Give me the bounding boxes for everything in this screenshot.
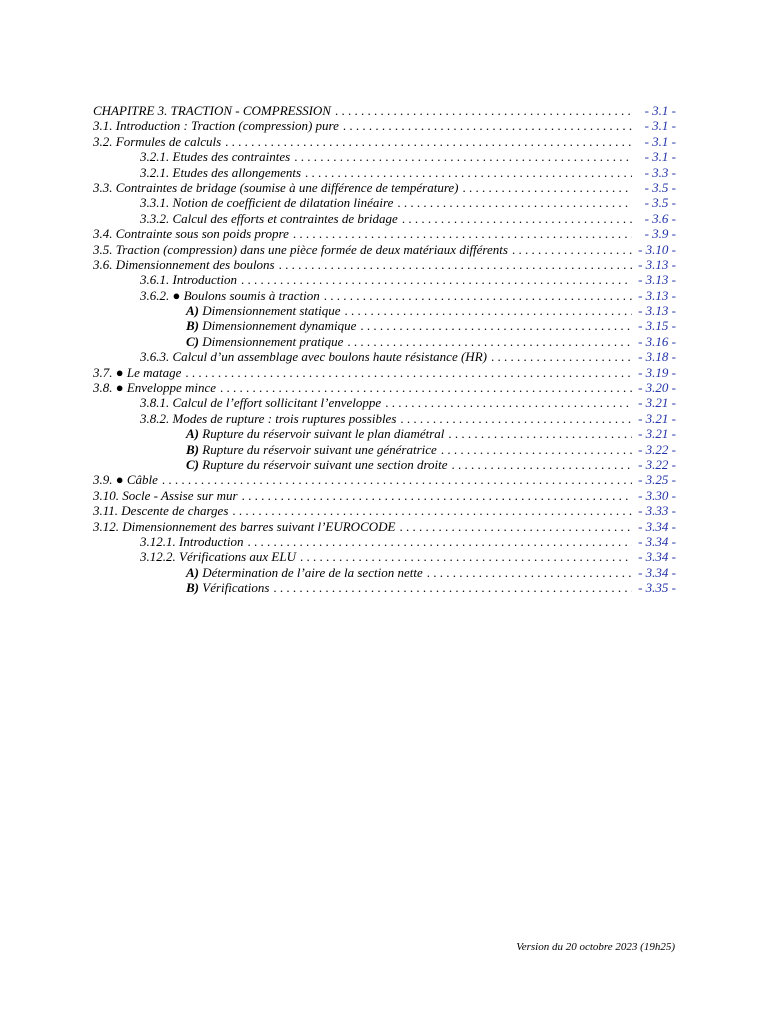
toc-entry-title-line bbox=[93, 118, 632, 133]
toc-entry-page-link[interactable]: - 3.21 - bbox=[638, 395, 676, 411]
toc-entry-title: Etudes des allongements bbox=[172, 164, 302, 180]
toc-entry-title: Descente de charges bbox=[121, 503, 229, 519]
toc-entry-title: Modes de rupture : trois ruptures possibles bbox=[172, 410, 397, 426]
toc-entry-number: 3.12.2. bbox=[140, 549, 179, 565]
toc-entry-page-link[interactable]: - 3.1 - bbox=[644, 103, 676, 118]
toc-entry-title: Rupture du réservoir suivant le plan diamétral bbox=[199, 426, 445, 442]
toc-entry-page-link[interactable]: - 3.18 - bbox=[638, 349, 676, 365]
toc-entry-title-line bbox=[93, 534, 632, 549]
toc-entry[interactable] bbox=[93, 303, 676, 318]
toc-entry-letter: A) bbox=[186, 426, 199, 442]
toc-entry-title: Vérifications bbox=[199, 580, 270, 596]
toc-entry-number: 3.10. bbox=[93, 487, 123, 503]
toc-entry-number: 3.3.1. bbox=[140, 195, 173, 211]
toc-entry-title-line bbox=[93, 457, 632, 472]
toc-entry-title-line bbox=[93, 318, 632, 333]
toc-entry-number: 3.2.1. bbox=[140, 164, 173, 180]
toc-entry-title: Calcul des efforts et contraintes de bridage bbox=[172, 210, 398, 226]
toc-entry-page-link[interactable]: - 3.20 - bbox=[638, 380, 676, 396]
toc-entry-title: Dimensionnement des boulons bbox=[115, 256, 275, 272]
toc-entry[interactable] bbox=[93, 118, 676, 133]
toc-entry-title: Dimensionnement des barres suivant l’EUROCODE bbox=[122, 518, 396, 534]
toc-entry-title: Dimensionnement pratique bbox=[199, 333, 344, 349]
toc-entry-title-line bbox=[93, 149, 632, 164]
toc-entry[interactable] bbox=[93, 488, 676, 503]
toc-entry-title: Rupture du réservoir suivant une génératrice bbox=[199, 441, 437, 457]
toc-entry-title: Calcul d’un assemblage avec boulons haute résistance (HR) bbox=[172, 349, 487, 365]
toc-entry-number: 3.8.2. bbox=[140, 410, 173, 426]
toc-entry-title-line bbox=[93, 488, 632, 503]
toc-entry-title: Contrainte sous son poids propre bbox=[115, 226, 289, 242]
toc-entry-title: Boulons soumis à traction bbox=[183, 287, 320, 303]
toc-entry-page-link[interactable]: - 3.13 - bbox=[638, 256, 676, 272]
toc-entry[interactable] bbox=[93, 318, 676, 333]
toc-entry-letter: B) bbox=[186, 441, 199, 457]
toc-entry-page-link[interactable]: - 3.9 - bbox=[644, 226, 676, 242]
toc-entry-page-link[interactable]: - 3.30 - bbox=[638, 487, 676, 503]
toc-entry-number: 3.9. bbox=[93, 472, 116, 488]
toc-entry-number: 3.2. bbox=[93, 133, 116, 149]
toc-entry-title: Contraintes de bridage (soumise à une différence de température) bbox=[115, 179, 459, 195]
toc-entry-number: 3.12.1. bbox=[140, 533, 179, 549]
toc-entry[interactable] bbox=[93, 180, 676, 195]
toc-entry-title-line bbox=[93, 442, 632, 457]
toc-entry-page-link[interactable]: - 3.25 - bbox=[638, 472, 676, 488]
toc-entry-title: Introduction bbox=[172, 272, 238, 288]
toc-entry-number: 3.7. bbox=[93, 364, 116, 380]
toc-entry-page-link[interactable]: - 3.3 - bbox=[644, 164, 676, 180]
toc-entry-letter: C) bbox=[186, 456, 199, 472]
toc-entry-title: Etudes des contraintes bbox=[172, 149, 291, 165]
toc-entry-letter: C) bbox=[186, 333, 199, 349]
toc-entry[interactable] bbox=[93, 503, 676, 518]
toc-entry-title: Dimensionnement statique bbox=[199, 303, 341, 319]
toc-entry-number: 3.11. bbox=[93, 503, 122, 519]
toc-entry-page-link[interactable]: - 3.13 - bbox=[638, 272, 676, 288]
toc-entry-title: Notion de coefficient de dilatation linéaire bbox=[172, 195, 394, 211]
toc-entry[interactable] bbox=[93, 549, 676, 564]
toc-entry-title-line bbox=[93, 580, 632, 595]
toc-entry-title-line bbox=[93, 411, 632, 426]
toc-entry-letter: B) bbox=[186, 580, 199, 596]
toc-entry-title-line bbox=[93, 426, 632, 441]
toc-entry-title-line bbox=[93, 165, 632, 180]
toc-entry-title-line bbox=[93, 103, 632, 118]
toc-entry[interactable] bbox=[93, 426, 676, 441]
toc-entry-page-link[interactable]: - 3.22 - bbox=[638, 456, 676, 472]
toc-entry-page-link[interactable]: - 3.1 - bbox=[644, 149, 676, 165]
toc-entry[interactable] bbox=[93, 211, 676, 226]
toc-entry-page-link[interactable]: - 3.34 - bbox=[638, 518, 676, 534]
toc-entry-title: Formules de calculs bbox=[115, 133, 222, 149]
toc-entry-number: 3.8.1. bbox=[140, 395, 173, 411]
toc-entry-title-line bbox=[93, 272, 632, 287]
toc-entry[interactable] bbox=[93, 134, 676, 149]
toc-entry-title-line bbox=[93, 211, 632, 226]
toc-entry-title-line bbox=[93, 180, 632, 195]
toc-entry-title-line bbox=[93, 503, 632, 518]
toc-entry-title-line bbox=[93, 303, 632, 318]
toc-entry[interactable] bbox=[93, 365, 676, 380]
toc-entry-title-line bbox=[93, 565, 632, 580]
toc-entry-title: Vérifications aux ELU bbox=[179, 549, 296, 565]
toc-entry[interactable] bbox=[93, 165, 676, 180]
toc-entry-page-link[interactable]: - 3.6 - bbox=[644, 210, 676, 226]
toc-entry[interactable] bbox=[93, 380, 676, 395]
bullet-icon: ● bbox=[115, 472, 127, 488]
toc-entry-number: 3.6.3. bbox=[140, 349, 173, 365]
toc-entry-number: 3.6.1. bbox=[140, 272, 173, 288]
bullet-icon: ● bbox=[172, 287, 184, 303]
toc-entry-title-line bbox=[93, 365, 632, 380]
toc-entry-number: 3.5. bbox=[93, 241, 116, 257]
bullet-icon: ● bbox=[115, 364, 127, 380]
toc-entry[interactable] bbox=[93, 580, 676, 595]
toc-entry-page-link[interactable]: - 3.34 - bbox=[638, 564, 676, 580]
toc-entry-number: 3.6.2. bbox=[140, 287, 173, 303]
toc-entry-number: 3.12. bbox=[93, 518, 123, 534]
toc-entry[interactable] bbox=[93, 411, 676, 426]
toc-entry[interactable] bbox=[93, 442, 676, 457]
toc-entry-page-link[interactable]: - 3.13 - bbox=[638, 303, 676, 319]
toc-entry-title-line bbox=[93, 380, 632, 395]
toc-entry[interactable] bbox=[93, 272, 676, 287]
toc-entry[interactable] bbox=[93, 226, 676, 241]
toc-entry-page-link[interactable]: - 3.33 - bbox=[638, 503, 676, 519]
toc-entry-title: CHAPITRE 3. TRACTION - COMPRESSION bbox=[93, 103, 331, 118]
toc-entry[interactable] bbox=[93, 195, 676, 210]
toc-entry-title: Introduction bbox=[179, 533, 244, 549]
toc-entry-page-link[interactable]: - 3.34 - bbox=[638, 549, 676, 565]
toc-entry-page-link[interactable]: - 3.22 - bbox=[638, 441, 676, 457]
toc-entry-title-line bbox=[93, 549, 632, 564]
toc-entry-title: Enveloppe mince bbox=[126, 380, 217, 396]
toc-entry-title-line bbox=[93, 472, 632, 487]
toc-entry-number: 3.2.1. bbox=[140, 149, 173, 165]
table-of-contents bbox=[93, 103, 676, 596]
toc-entry-title-line bbox=[93, 349, 632, 364]
toc-entry-page-link[interactable]: - 3.16 - bbox=[638, 333, 676, 349]
toc-entry[interactable] bbox=[93, 103, 676, 118]
toc-entry-title: Rupture du réservoir suivant une section droite bbox=[199, 456, 448, 472]
toc-entry-letter: A) bbox=[186, 564, 199, 580]
toc-entry-page-link[interactable]: - 3.10 - bbox=[638, 241, 676, 257]
toc-entry-title: Dimensionnement dynamique bbox=[199, 318, 357, 334]
toc-entry[interactable] bbox=[93, 534, 676, 549]
toc-entry-title: Détermination de l’aire de la section nette bbox=[199, 564, 423, 580]
toc-entry-page-link[interactable]: - 3.15 - bbox=[638, 318, 676, 334]
toc-entry[interactable] bbox=[93, 565, 676, 580]
toc-entry-title-line bbox=[93, 288, 632, 303]
toc-entry-title: Câble bbox=[126, 472, 158, 488]
toc-entry-page-link[interactable]: - 3.5 - bbox=[644, 179, 676, 195]
toc-entry[interactable] bbox=[93, 395, 676, 410]
version-footer: Version du 20 octobre 2023 (19h25) bbox=[516, 941, 675, 953]
toc-entry[interactable] bbox=[93, 472, 676, 487]
toc-entry-number: 3.8. bbox=[93, 380, 116, 396]
toc-entry-title-line bbox=[93, 226, 632, 241]
toc-entry-number: 3.1. bbox=[93, 118, 116, 134]
toc-entry-title: Traction (compression) dans une pièce formée de deux matériaux différents bbox=[115, 241, 508, 257]
toc-entry-letter: A) bbox=[186, 303, 199, 319]
toc-entry-title-line bbox=[93, 519, 632, 534]
toc-entry-title: Calcul de l’effort sollicitant l’enveloppe bbox=[172, 395, 382, 411]
toc-entry[interactable] bbox=[93, 242, 676, 257]
toc-entry-page-link[interactable]: - 3.21 - bbox=[638, 426, 676, 442]
toc-entry[interactable] bbox=[93, 519, 676, 534]
toc-entry[interactable] bbox=[93, 149, 676, 164]
toc-entry-title-line bbox=[93, 242, 632, 257]
toc-entry-number: 3.3. bbox=[93, 179, 116, 195]
toc-entry-title-line bbox=[93, 134, 632, 149]
toc-entry-page-link[interactable]: - 3.5 - bbox=[644, 195, 676, 211]
toc-entry-letter: B) bbox=[186, 318, 199, 334]
toc-entry[interactable] bbox=[93, 349, 676, 364]
toc-entry-page-link[interactable]: - 3.1 - bbox=[644, 133, 676, 149]
toc-entry-title: Introduction : Traction (compression) pure bbox=[115, 118, 339, 134]
toc-entry-title-line bbox=[93, 334, 632, 349]
toc-entry[interactable] bbox=[93, 334, 676, 349]
toc-entry-page-link[interactable]: - 3.1 - bbox=[644, 118, 676, 134]
toc-entry-title: Le matage bbox=[126, 364, 182, 380]
toc-entry-title-line bbox=[93, 257, 632, 272]
toc-entry-page-link[interactable]: - 3.34 - bbox=[638, 533, 676, 549]
toc-entry-title: Socle - Assise sur mur bbox=[122, 487, 238, 503]
toc-entry-page-link[interactable]: - 3.21 - bbox=[638, 410, 676, 426]
toc-entry-number: 3.6. bbox=[93, 256, 116, 272]
toc-entry-page-link[interactable]: - 3.35 - bbox=[638, 580, 676, 596]
toc-entry-title-line bbox=[93, 395, 632, 410]
toc-entry-number: 3.3.2. bbox=[140, 210, 173, 226]
toc-entry[interactable] bbox=[93, 257, 676, 272]
bullet-icon: ● bbox=[115, 380, 127, 396]
toc-entry[interactable] bbox=[93, 457, 676, 472]
toc-entry-page-link[interactable]: - 3.13 - bbox=[638, 287, 676, 303]
toc-entry[interactable] bbox=[93, 288, 676, 303]
toc-entry-number: 3.4. bbox=[93, 226, 116, 242]
toc-entry-page-link[interactable]: - 3.19 - bbox=[638, 364, 676, 380]
toc-entry-title-line bbox=[93, 195, 632, 210]
